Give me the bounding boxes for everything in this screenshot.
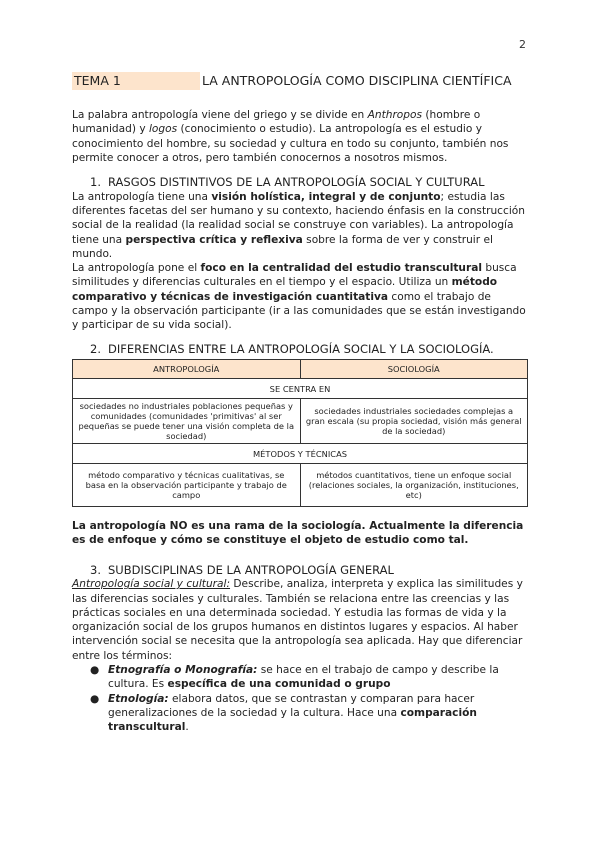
intro-term-logos: logos (148, 123, 178, 136)
s1b-bold-1: foco en la centralidad del estudio transcultural (200, 262, 482, 275)
s1b-text-1: La antropología pone el (72, 262, 201, 275)
s1a-bold-1: visión holística, integral y de conjunto (211, 190, 441, 203)
section-3-number: 3. (90, 562, 101, 577)
s1b-text-2: busca similitudes y diferencias culturales en el tiempo y el espacio. Utiliza un (72, 262, 517, 289)
s1b-bold-2: método comparativo y técnicas de investigación cuantitativa (72, 276, 498, 303)
table-row (73, 444, 528, 464)
section-1-number: 1. (90, 175, 101, 190)
intro-text-1: La palabra antropología viene del griego y se divide en (72, 109, 368, 121)
intro-term-anthropos: Anthropos (367, 109, 423, 121)
intro-text-3: (conocimiento o estudio). La antropología es el estudio y conocimiento del hombre, su sociedad y cultura en todo su conjunto, también nos permite conocer a otros, pero también conocernos a nosotros mismos. (72, 123, 509, 164)
section-1-heading (72, 175, 528, 190)
table-header-antropologia: ANTROPOLOGÍA (73, 360, 301, 379)
chapter-header (72, 72, 528, 90)
section-1-paragraph-a (72, 190, 528, 261)
s1a-text-2: ; estudia las diferentes facetas del ser humano y su contexto, haciendo énfasis en la construcción social de la realidad (la realidad social se construye con variables). La antropología tiene una (72, 190, 525, 246)
intro-paragraph (72, 108, 528, 165)
list-item-bold: específica de una comunidad o grupo (167, 678, 391, 691)
section-2-heading (72, 342, 528, 357)
bullet-icon: ● (90, 664, 100, 677)
s3-term: Antropología social y cultural: (72, 578, 231, 591)
list-item (90, 663, 528, 692)
section-1-title: RASGOS DISTINTIVOS DE LA ANTROPOLOGÍA SOCIAL Y CULTURAL (108, 175, 485, 190)
table-header-row (73, 360, 528, 379)
table-cell: sociedades industriales sociedades complejas a gran escala (su propia sociedad, visión más general de la sociedad) (300, 399, 528, 444)
page-number: 2 (519, 38, 526, 51)
list-item-bold: comparación transcultural (108, 706, 477, 734)
terms-list (72, 663, 528, 734)
table-cell: métodos cuantitativos, tiene un enfoque social (relaciones sociales, la organización, instituciones, etc) (300, 464, 528, 507)
table-section-label: MÉTODOS Y TÉCNICAS (73, 444, 528, 464)
list-item-text-end: . (185, 721, 189, 734)
document-body (72, 108, 528, 735)
table-cell: método comparativo y técnicas cualitativas, se basa en la observación participante y trabajo de campo (73, 464, 301, 507)
table-row (73, 379, 528, 399)
table-cell: sociedades no industriales poblaciones pequeñas y comunidades (comunidades 'primitivas' al ser pequeñas se puede tener una visión completa de la sociedad) (73, 399, 301, 444)
chapter-label: TEMA 1 (72, 72, 200, 90)
list-item (90, 692, 528, 735)
bullet-icon: ● (90, 692, 100, 705)
table-header-sociologia: SOCIOLOGÍA (300, 360, 528, 379)
section-2-number: 2. (90, 341, 101, 356)
section-3-heading (72, 563, 528, 578)
intro-text-2: (hombre o humanidad) y (72, 109, 481, 136)
section-2-title: DIFERENCIAS ENTRE LA ANTROPOLOGÍA SOCIAL Y LA SOCIOLOGÍA. (108, 341, 494, 356)
section-3-paragraph (72, 577, 528, 663)
s1b-text-3: como el trabajo de campo y la observación participante (ir a las comunidades que se están investigando y participar de su vida social). (72, 290, 526, 332)
list-item-term: Etnografía o Monografía: (108, 664, 258, 677)
table-row (73, 399, 528, 444)
s3-text: Describe, analiza, interpreta y explica las similitudes y las diferencias sociales y culturales. También se relaciona entre las creencias y las prácticas sociales en una determinada sociedad. Y estudia las formas de vida y la organización social de los grupos humanos en distintos lugares y espacios. Al haber intervención social se necesita que la antropología sea aplicada. Hay que diferenciar entre los términos: (72, 578, 523, 662)
comparison-table (72, 359, 528, 507)
s1a-text-3: sobre la forma de ver y construir el mundo. (72, 233, 493, 260)
list-item-text: elabora datos, que se contrastan y comparan para hacer generalizaciones de la sociedad y la cultura. Hace una (108, 692, 475, 719)
list-item-term: Etnología: (108, 692, 169, 705)
list-item-text: se hace en el trabajo de campo y describe la cultura. Es (108, 664, 499, 691)
s1a-text-1: La antropología tiene una (72, 190, 212, 203)
chapter-title: LA ANTROPOLOGÍA COMO DISCIPLINA CIENTÍFICA (202, 73, 512, 88)
table-section-label: SE CENTRA EN (73, 379, 528, 399)
section-3-title: SUBDISCIPLINAS DE LA ANTROPOLOGÍA GENERAL (108, 562, 394, 577)
table-row (73, 464, 528, 507)
section-1-paragraph-b (72, 261, 528, 332)
section-2-note: La antropología NO es una rama de la sociología. Actualmente la diferencia es de enfoque y cómo se constituye el objeto de estudio como tal. (72, 520, 524, 547)
s1a-bold-2: perspectiva crítica y reflexiva (125, 233, 303, 246)
